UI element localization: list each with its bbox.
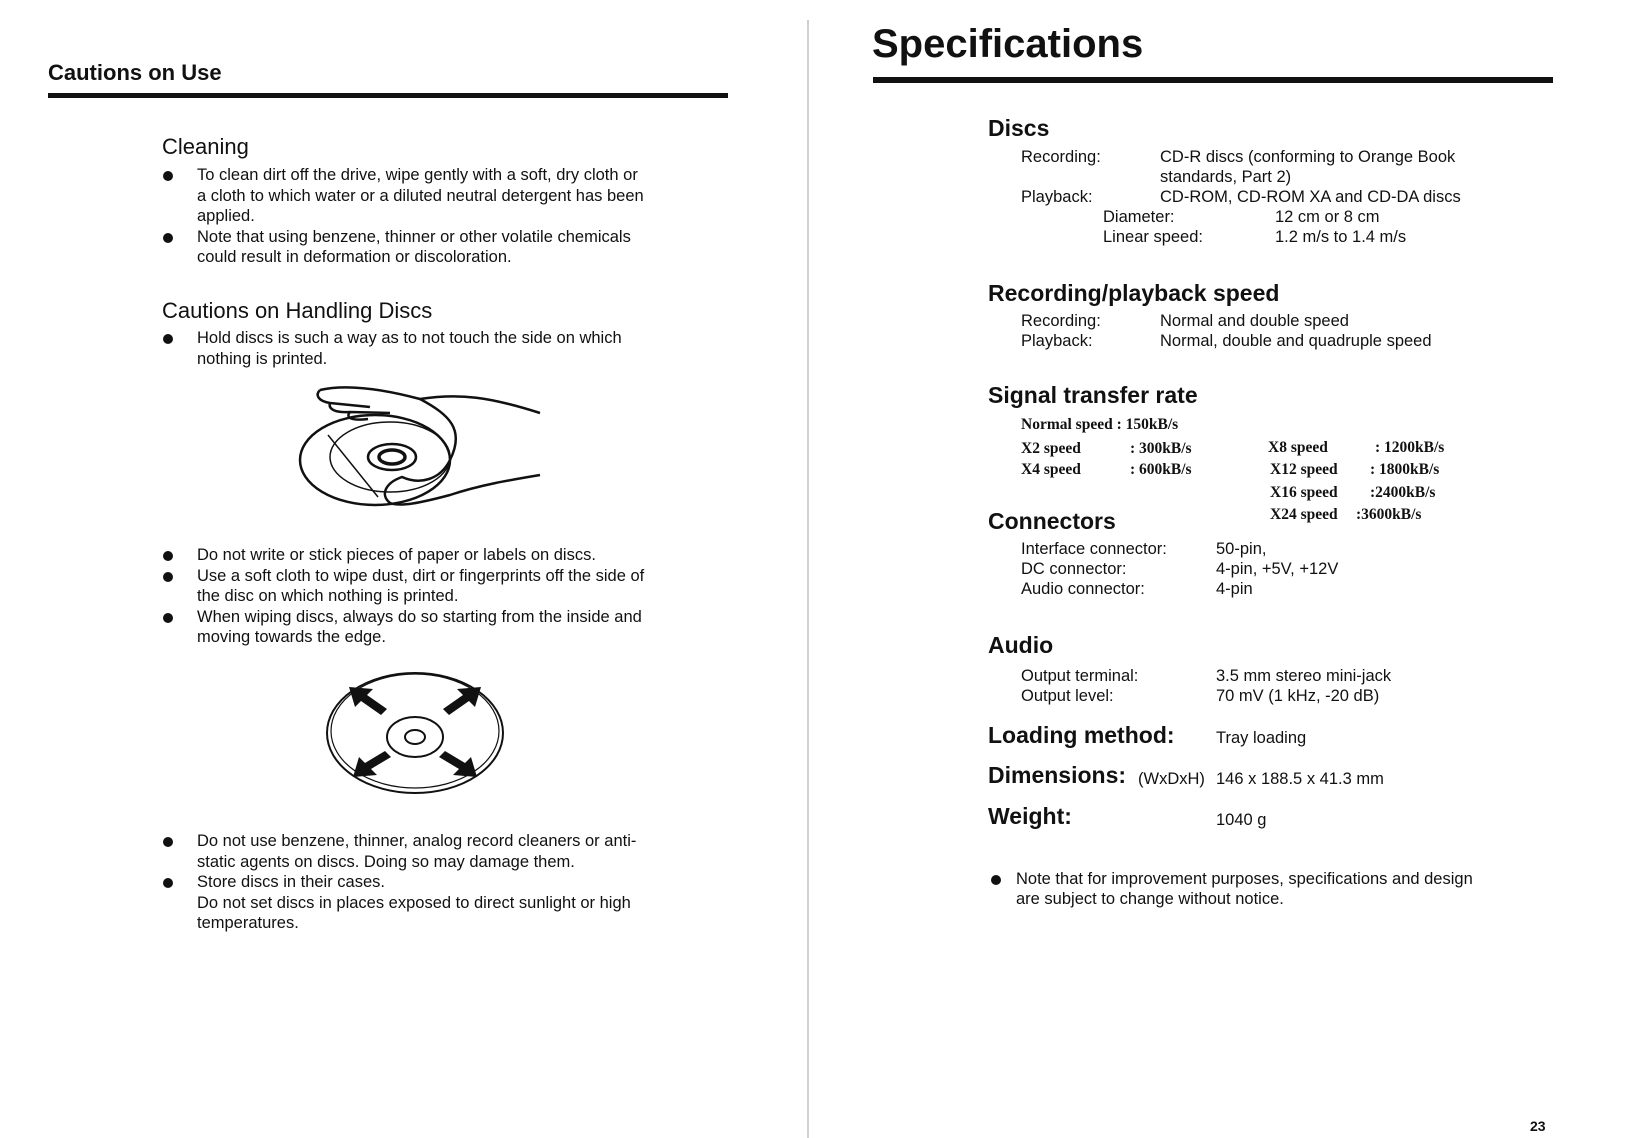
transfer-x4-value: : 600kB/s — [1130, 461, 1192, 478]
connectors-interface-value: 50-pin, — [1216, 540, 1267, 558]
bullet-line: static agents on discs. Doing so may damage them. — [197, 852, 575, 871]
bullet-line: a cloth to which water or a diluted neutral detergent has been — [197, 186, 644, 205]
transfer-normal-speed: Normal speed : 150kB/s — [1021, 416, 1179, 433]
note-line-1: Note that for improvement purposes, specifications and design — [1016, 870, 1473, 888]
discs-recording-value-1: CD-R discs (conforming to Orange Book — [1160, 148, 1456, 166]
discs-playback-label: Playback: — [1021, 188, 1093, 206]
bullet-item — [197, 545, 596, 566]
speed-heading: Recording/playback speed — [988, 280, 1280, 306]
bullet-dot — [163, 233, 173, 243]
audio-heading: Audio — [988, 632, 1054, 658]
bullet-item — [197, 227, 631, 268]
dimensions-value: 146 x 188.5 x 41.3 mm — [1216, 770, 1384, 788]
weight-value: 1040 g — [1216, 811, 1267, 829]
bullet-item — [197, 566, 644, 607]
discs-linear-value: 1.2 m/s to 1.4 m/s — [1275, 228, 1407, 246]
weight-heading: Weight: — [988, 803, 1072, 829]
bullet-line: Do not write or stick pieces of paper or labels on discs. — [197, 546, 596, 564]
bullet-line: applied. — [197, 207, 255, 225]
specifications-rule — [873, 77, 1553, 83]
bullet-dot — [163, 837, 173, 847]
transfer-x24-label: X24 speed — [1270, 506, 1338, 523]
connectors-dc-label: DC connector: — [1021, 560, 1127, 578]
cleaning-heading: Cleaning — [162, 134, 249, 159]
transfer-x8-label: X8 speed — [1268, 439, 1328, 456]
transfer-x12-label: X12 speed — [1270, 461, 1338, 478]
bullet-line: temperatures. — [197, 914, 299, 932]
audio-terminal-value: 3.5 mm stereo mini-jack — [1216, 667, 1392, 685]
specifications-title: Specifications — [872, 22, 1144, 66]
connectors-interface-label: Interface connector: — [1021, 540, 1167, 558]
bullet-line: nothing is printed. — [197, 349, 328, 368]
transfer-x12-value: : 1800kB/s — [1370, 461, 1440, 478]
dimensions-unit: (WxDxH) — [1138, 770, 1205, 788]
bullet-dot — [163, 171, 173, 181]
bullet-item — [197, 607, 642, 648]
bullet-line: To clean dirt off the drive, wipe gently with a soft, dry cloth or — [197, 166, 638, 184]
loading-heading: Loading method: — [988, 722, 1175, 748]
bullet-dot — [163, 613, 173, 623]
transfer-x4-label: X4 speed — [1021, 461, 1081, 478]
bullet-line: moving towards the edge. — [197, 628, 386, 646]
transfer-heading: Signal transfer rate — [988, 382, 1198, 408]
discs-recording-value-2: standards, Part 2) — [1160, 168, 1292, 186]
speed-playback-value: Normal, double and quadruple speed — [1160, 332, 1432, 350]
transfer-x8-value: : 1200kB/s — [1375, 439, 1445, 456]
disc-wiping-arrows-icon — [325, 665, 505, 795]
bullet-item — [197, 872, 631, 934]
bullet-line: When wiping discs, always do so starting from the inside and — [197, 607, 642, 626]
page-number: 23 — [1530, 1118, 1546, 1134]
bullet-dot — [163, 572, 173, 582]
bullet-line: Do not use benzene, thinner, analog record cleaners or anti- — [197, 832, 637, 850]
bullet-dot — [163, 334, 173, 344]
bullet-line: the disc on which nothing is printed. — [197, 587, 459, 605]
loading-value: Tray loading — [1216, 729, 1307, 747]
transfer-x16-label: X16 speed — [1270, 484, 1338, 501]
page-gutter — [807, 20, 809, 1138]
connectors-dc-value: 4-pin, +5V, +12V — [1216, 560, 1339, 578]
bullet-item — [197, 328, 622, 369]
discs-heading: Discs — [988, 115, 1050, 141]
dimensions-heading: Dimensions: — [988, 762, 1127, 788]
discs-linear-label: Linear speed: — [1103, 228, 1203, 246]
bullet-item — [197, 165, 644, 227]
bullet-item — [197, 831, 636, 872]
speed-recording-value: Normal and double speed — [1160, 312, 1349, 330]
handling-heading: Cautions on Handling Discs — [162, 298, 433, 323]
connectors-heading: Connectors — [988, 508, 1116, 534]
audio-terminal-label: Output terminal: — [1021, 667, 1139, 685]
discs-diameter-label: Diameter: — [1103, 208, 1175, 226]
discs-diameter-value: 12 cm or 8 cm — [1275, 208, 1380, 226]
audio-level-label: Output level: — [1021, 687, 1114, 705]
discs-recording-label: Recording: — [1021, 148, 1101, 166]
transfer-x2-label: X2 speed — [1021, 440, 1081, 457]
connectors-audio-value: 4-pin — [1216, 580, 1253, 598]
hand-holding-disc-icon — [290, 385, 570, 525]
transfer-x16-value: :2400kB/s — [1370, 484, 1436, 501]
bullet-line: Note that using benzene, thinner or other volatile chemicals — [197, 227, 631, 246]
audio-level-value: 70 mV (1 kHz, -20 dB) — [1216, 687, 1380, 705]
transfer-x24-value: :3600kB/s — [1356, 506, 1422, 523]
discs-playback-value: CD-ROM, CD-ROM XA and CD-DA discs — [1160, 188, 1461, 206]
bullet-dot — [163, 551, 173, 561]
bullet-line: Store discs in their cases. — [197, 873, 385, 891]
speed-playback-label: Playback: — [1021, 332, 1093, 350]
left-title-rule — [48, 93, 728, 98]
bullet-line: Hold discs is such a way as to not touch the side on which — [197, 329, 622, 347]
speed-recording-label: Recording: — [1021, 312, 1101, 330]
bullet-line: could result in deformation or discoloration. — [197, 248, 512, 266]
transfer-x2-value: : 300kB/s — [1130, 440, 1192, 457]
connectors-audio-label: Audio connector: — [1021, 580, 1145, 598]
bullet-dot — [163, 878, 173, 888]
note-line-2: are subject to change without notice. — [1016, 890, 1284, 908]
bullet-line: Do not set discs in places exposed to direct sunlight or high — [197, 893, 631, 912]
bullet-line: Use a soft cloth to wipe dust, dirt or fingerprints off the side of — [197, 566, 645, 585]
left-page-title: Cautions on Use — [48, 60, 222, 85]
note-bullet — [991, 875, 1001, 885]
